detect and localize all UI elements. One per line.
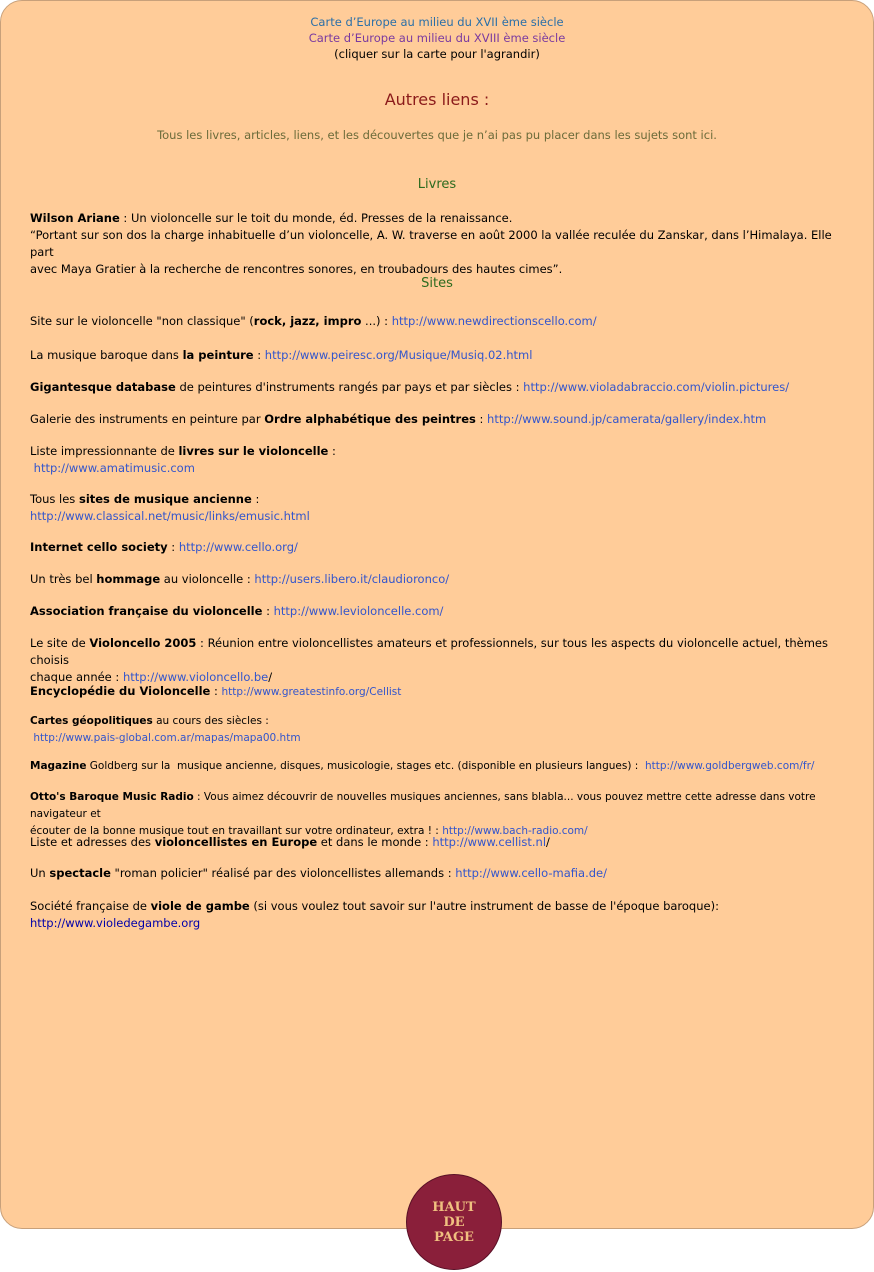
site-text: : — [210, 684, 222, 698]
site-text: chaque année : — [30, 670, 123, 684]
site-entry-11 — [30, 683, 850, 701]
site-link[interactable]: http://www.newdirectionscello.com/ — [391, 314, 597, 328]
site-link[interactable]: http://www.goldbergweb.com/fr/ — [644, 760, 815, 772]
site-entry-3 — [30, 379, 850, 396]
site-text: / — [546, 835, 550, 849]
site-text: : — [475, 412, 488, 426]
site-text: Un très bel — [30, 572, 97, 586]
site-link[interactable]: http://www.classical.net/music/links/emusic.html — [30, 509, 310, 523]
site-text: / — [268, 670, 273, 684]
site-entry-15 — [30, 834, 850, 851]
site-bold: livres sur le violoncelle — [178, 444, 329, 458]
site-entry-5 — [30, 443, 850, 477]
site-link[interactable]: http://www.amatimusic.com — [30, 461, 195, 475]
site-bold: Violoncello 2005 — [89, 636, 197, 650]
site-bold: la peinture — [182, 348, 254, 362]
site-link[interactable]: http://www.violedegambe.org — [30, 916, 201, 930]
site-text: de peintures d'instruments rangés par pays et par siècles : — [175, 380, 524, 394]
site-entry-17 — [30, 898, 850, 932]
site-bold: Otto's Baroque Music Radio — [30, 791, 194, 803]
site-entry-12 — [30, 713, 850, 747]
book-author: Wilson Ariane — [30, 211, 120, 225]
page-title: Autres liens : — [384, 90, 490, 109]
site-bold: violoncellistes en Europe — [154, 835, 318, 849]
site-entry-1 — [30, 313, 850, 330]
site-text: La musique baroque dans — [30, 348, 183, 362]
site-bold: sites de musique ancienne — [78, 492, 252, 506]
site-link[interactable]: http://www.violoncello.be — [122, 670, 269, 684]
site-text: Site sur le violoncelle "non classique" ( — [30, 314, 254, 328]
site-bold: Association française du violoncelle — [30, 604, 263, 618]
map-links — [0, 14, 874, 62]
site-link[interactable]: http://www.greatestinfo.org/Cellist — [221, 686, 402, 698]
site-text: au cours des siècles : — [152, 715, 269, 727]
site-link[interactable]: http://www.sound.jp/camerata/gallery/index.htm — [487, 412, 767, 426]
site-text: : — [167, 540, 179, 554]
site-text: au violoncelle : — [160, 572, 255, 586]
site-text: : — [253, 348, 265, 362]
site-text: : — [328, 444, 336, 458]
book-desc: : Un violoncelle sur le toit du monde, éd. Presses de la renaissance. — [119, 211, 513, 225]
site-entry-7 — [30, 539, 850, 556]
site-link[interactable]: http://www.peiresc.org/Musique/Musiq.02.html — [264, 348, 533, 362]
site-bold: spectacle — [49, 866, 111, 880]
site-text: Galerie des instruments en peinture par — [30, 412, 265, 426]
book-quote-1: “Portant sur son dos la charge inhabituelle d’un violoncelle, A. W. traverse en août 2000 la vallée reculée du Zanskar, dans l’Himalaya. Elle part — [30, 228, 832, 259]
site-text: : — [251, 492, 260, 506]
site-entry-9 — [30, 603, 850, 620]
site-bold: hommage — [96, 572, 161, 586]
book-quote-2: avec Maya Gratier à la recherche de rencontres sonores, en troubadours des hautes cimes”. — [30, 262, 563, 276]
site-text: : Réunion entre violoncellistes amateurs et professionnels, sur tous les aspects du violoncelle actuel, thèmes choisis — [30, 636, 828, 667]
site-entry-6 — [30, 491, 850, 525]
site-bold: Gigantesque database — [30, 380, 176, 394]
sites-heading: Sites — [421, 276, 453, 291]
site-link[interactable]: http://www.levioloncelle.com/ — [273, 604, 444, 618]
site-entry-8 — [30, 571, 850, 588]
back-to-top-button[interactable] — [406, 1174, 502, 1270]
site-entry-4 — [30, 411, 850, 428]
site-text: Liste et adresses des — [30, 835, 155, 849]
site-text: Le site de — [30, 636, 90, 650]
map-17-link[interactable]: Carte d’Europe au milieu du XVII ème siècle — [310, 15, 564, 29]
map-hint: (cliquer sur la carte pour l'agrandir) — [334, 47, 540, 61]
site-text: (si vous voulez tout savoir sur l'autre instrument de basse de l'époque baroque): — [249, 899, 719, 913]
site-bold: rock, jazz, impro — [253, 314, 362, 328]
book-entry — [30, 210, 850, 278]
site-bold: Encyclopédie du Violoncelle — [30, 684, 211, 698]
site-link[interactable]: http://www.cellist.nl — [432, 835, 547, 849]
site-bold: Cartes géopolitiques — [30, 715, 153, 727]
site-text: et dans le monde : — [317, 835, 433, 849]
site-bold: Ordre alphabétique des peintres — [264, 412, 476, 426]
site-link[interactable]: http://users.libero.it/claudioronco/ — [254, 572, 450, 586]
site-entry-13 — [30, 758, 850, 775]
site-entry-10 — [30, 635, 850, 686]
site-link[interactable]: http://www.pais-global.com.ar/mapas/mapa00.htm — [30, 732, 301, 744]
site-entry-2 — [30, 347, 850, 364]
site-bold: viole de gambe — [150, 899, 250, 913]
site-text: : — [262, 604, 274, 618]
site-text: Société française de — [30, 899, 151, 913]
site-link[interactable]: http://www.cello.org/ — [178, 540, 298, 554]
site-link[interactable]: http://www.violadabraccio.com/violin.pictures/ — [523, 380, 790, 394]
site-text: Tous les — [30, 492, 79, 506]
site-bold: Magazine — [30, 760, 87, 772]
site-entry-14 — [30, 789, 850, 840]
site-text: écouter de la bonne musique tout en travaillant sur votre ordinateur, extra ! : — [30, 825, 443, 837]
page-subtitle: Tous les livres, articles, liens, et les découvertes que je n’ai pas pu placer dans les sujets sont ici. — [157, 128, 717, 142]
back-to-top-label: DE — [443, 1214, 465, 1230]
site-text: : Vous aimez découvrir de nouvelles musiques anciennes, sans blabla... vous pouvez mettre cette adresse dans votre navigateur et — [30, 791, 816, 820]
site-text: ...) : — [361, 314, 392, 328]
site-entry-16 — [30, 865, 850, 882]
site-text: Un — [30, 866, 50, 880]
livres-heading: Livres — [417, 177, 457, 192]
site-link[interactable]: http://www.bach-radio.com/ — [442, 825, 588, 837]
map-18-link[interactable]: Carte d’Europe au milieu du XVIII ème siècle — [308, 31, 566, 45]
site-text: Goldberg sur la musique ancienne, disques, musicologie, stages etc. (disponible en plusieurs langues) : — [86, 760, 645, 772]
back-to-top-label: PAGE — [434, 1229, 474, 1245]
site-text: "roman policier" réalisé par des violoncellistes allemands : — [110, 866, 456, 880]
site-link[interactable]: http://www.cello-mafia.de/ — [455, 866, 607, 880]
site-text: Liste impressionnante de — [30, 444, 179, 458]
back-to-top-label: HAUT — [432, 1199, 476, 1215]
site-bold: Internet cello society — [30, 540, 168, 554]
